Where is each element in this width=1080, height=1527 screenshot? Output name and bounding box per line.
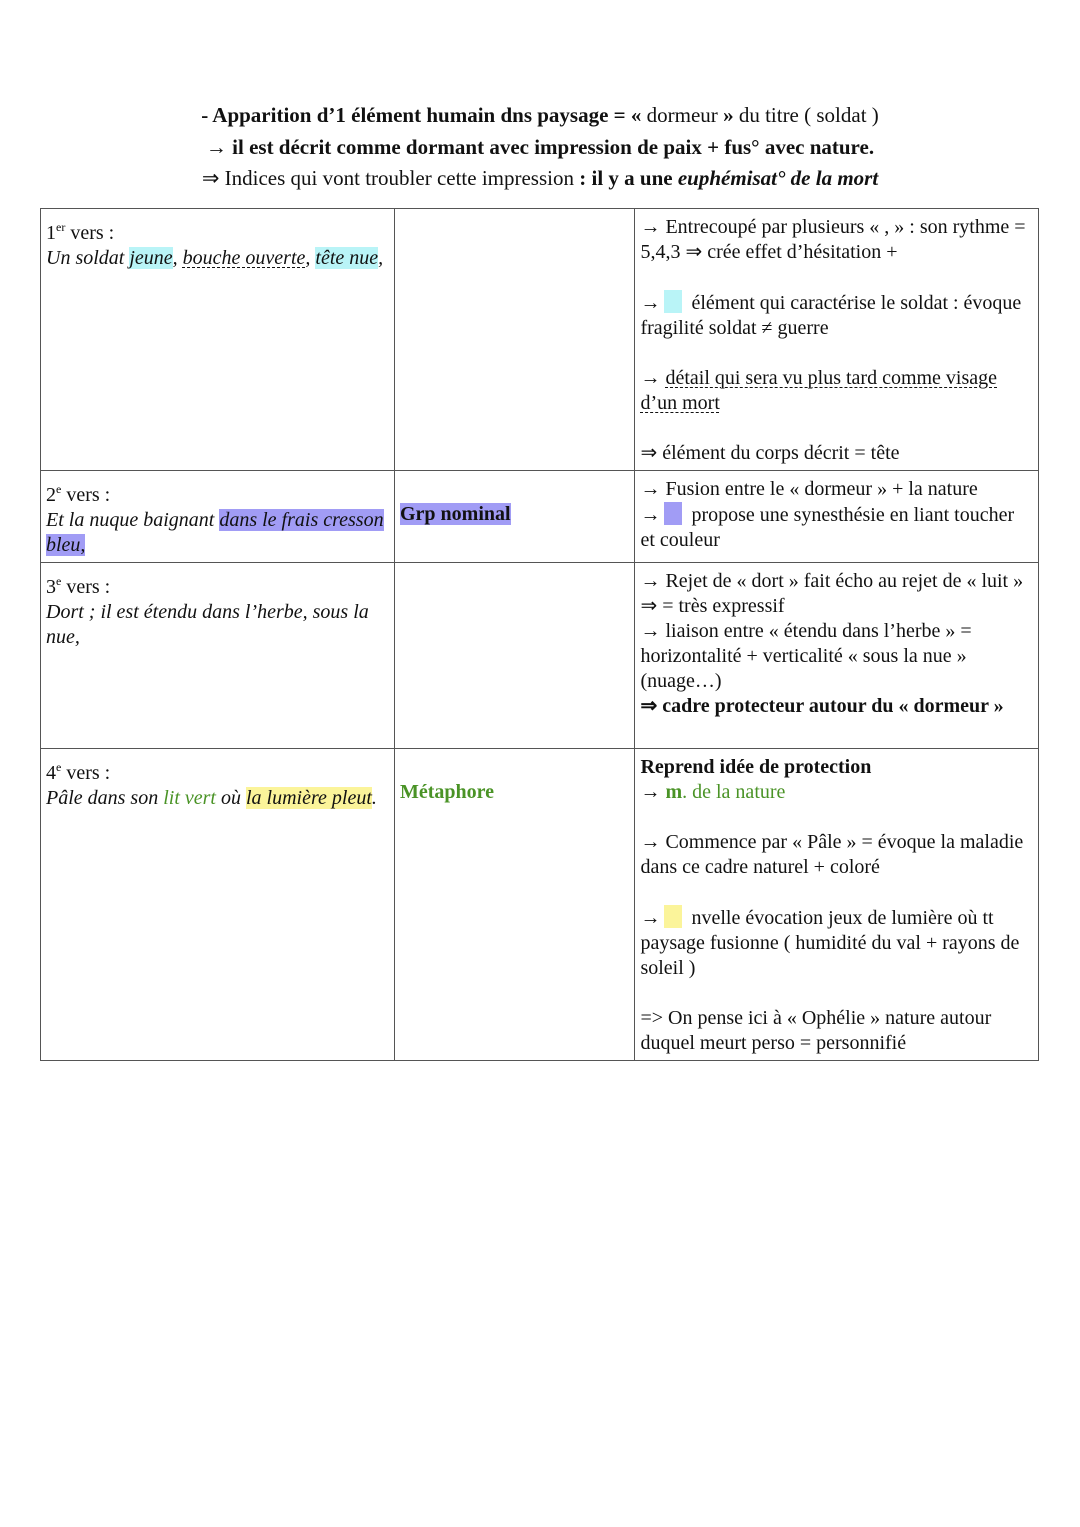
cyan-swatch-icon <box>664 290 682 313</box>
note <box>640 290 1033 341</box>
arrow: → <box>640 907 661 929</box>
figure-label: Grp nominal <box>399 503 511 525</box>
arrow: → <box>640 367 666 389</box>
notes-cell <box>635 209 1039 471</box>
verse-text <box>46 786 389 811</box>
vers-superscript: e <box>56 574 62 588</box>
vers-superscript: e <box>56 760 62 774</box>
verse-part: Et la nuque baignant <box>46 509 220 531</box>
verse-part: Dort ; il est étendu dans l’herbe, sous la nue, <box>46 601 369 648</box>
header-line-1-regular: dormeur <box>641 103 724 127</box>
notes-cell <box>635 749 1039 1061</box>
note: → Rejet de « dort » fait écho au rejet de « luit » ⇒ = très expressif <box>640 570 1024 617</box>
purple-swatch-icon <box>664 502 682 525</box>
note: → Commence par « Pâle » = évoque la maladie dans ce cadre naturel + coloré <box>640 831 1024 878</box>
note: ⇒ élément du corps décrit = tête <box>640 442 900 464</box>
note: → Entrecoupé par plusieurs « , » : son rythme = 5,4,3 ⇒ crée effet d’hésitation + <box>640 216 1026 263</box>
vers-superscript: e <box>56 482 62 496</box>
verse-cell <box>41 209 395 471</box>
note <box>640 502 1033 553</box>
note <box>640 780 1033 805</box>
header-line-3-regular: ⇒ Indices qui vont troubler cette impression <box>201 166 580 190</box>
note-text: . de la nature <box>682 781 786 803</box>
note: => On pense ici à « Ophélie » nature autour duquel meurt perso = personnifié <box>640 1007 992 1054</box>
note: ⇒ cadre protecteur autour du « dormeur » <box>640 695 1004 717</box>
figure-cell <box>394 749 634 1061</box>
verse-cell <box>41 563 395 749</box>
verse-cell <box>41 471 395 563</box>
vers-label <box>46 755 389 786</box>
verse-part: , <box>378 247 384 269</box>
notes-cell <box>635 563 1039 749</box>
vers-label <box>46 569 389 600</box>
verse-underlined: bouche ouverte <box>182 247 306 269</box>
verse-green: lit vert <box>163 787 216 809</box>
figure-cell <box>394 209 634 471</box>
notes-cell <box>635 471 1039 563</box>
verse-part: Un soldat <box>46 247 130 269</box>
verse-highlight: dans le frais cresson bleu, <box>46 509 384 556</box>
header-line-1-bold-b: » <box>723 103 734 127</box>
figure-cell <box>394 471 634 563</box>
header <box>0 100 1080 195</box>
header-line-2 <box>0 132 1080 164</box>
verse-highlight: tête nue <box>315 247 379 269</box>
header-line-1-bold-a: - Apparition d’1 élément humain dns paysage = « <box>201 103 642 127</box>
verse-part: Pâle dans son <box>46 787 164 809</box>
verse-cell <box>41 749 395 1061</box>
header-line-3 <box>0 163 1080 195</box>
yellow-swatch-icon <box>664 905 682 928</box>
verse-text <box>46 600 389 650</box>
verse-part: . <box>371 787 377 809</box>
vers-label-text: vers : <box>61 762 111 784</box>
vers-superscript: er <box>56 220 66 234</box>
vers-label-text: vers : <box>61 576 111 598</box>
note: → liaison entre « étendu dans l’herbe » = horizontalité + verticalité « sous la nue » (nuage…) <box>640 620 972 692</box>
table-row <box>41 209 1039 471</box>
verse-part: , <box>172 247 183 269</box>
header-line-3-bold: : il y a une <box>579 166 678 190</box>
note-text: nvelle évocation jeux de lumière où tt paysage fusionne ( humidité du val + rayons de soleil ) <box>640 907 1020 979</box>
arrow: → <box>640 504 661 526</box>
vers-label <box>46 477 389 508</box>
analysis-table <box>40 208 1039 1061</box>
figure-label: Métaphore <box>399 781 495 803</box>
table-row <box>41 749 1039 1061</box>
note-text: élément qui caractérise le soldat : évoque fragilité soldat ≠ guerre <box>640 292 1022 339</box>
note-underlined: détail qui sera vu plus tard comme visage d’un mort <box>640 367 998 414</box>
header-line-3-bold-italic: euphémisat° de la mort <box>677 166 879 190</box>
vers-label <box>46 215 389 246</box>
arrow: → <box>640 781 666 803</box>
verse-part: où <box>215 787 246 809</box>
vers-number: 4 <box>46 762 56 784</box>
figure-cell <box>394 563 634 749</box>
vers-label-text: vers : <box>65 222 115 244</box>
verse-highlight: la lumière pleut <box>245 787 372 809</box>
arrow: → <box>640 292 661 314</box>
note <box>640 366 1033 416</box>
note: → Fusion entre le « dormeur » + la nature <box>640 478 978 500</box>
table-row <box>41 563 1039 749</box>
verse-text <box>46 508 389 558</box>
note-bold: m <box>665 781 683 803</box>
verse-highlight: jeune <box>129 247 173 269</box>
verse-part: , <box>305 247 316 269</box>
note: Reprend idée de protection <box>640 756 872 778</box>
note-text: propose une synesthésie en liant toucher et couleur <box>640 504 1015 551</box>
table-row <box>41 471 1039 563</box>
header-line-1-tail: du titre ( soldat ) <box>733 103 879 127</box>
vers-number: 1 <box>46 222 56 244</box>
header-line-2-text: → il est décrit comme dormant avec impression de paix + fus° avec nature. <box>205 134 875 159</box>
verse-text <box>46 246 389 271</box>
vers-number: 2 <box>46 484 56 506</box>
header-line-1 <box>0 100 1080 132</box>
note <box>640 905 1033 981</box>
vers-label-text: vers : <box>61 484 111 506</box>
vers-number: 3 <box>46 576 56 598</box>
